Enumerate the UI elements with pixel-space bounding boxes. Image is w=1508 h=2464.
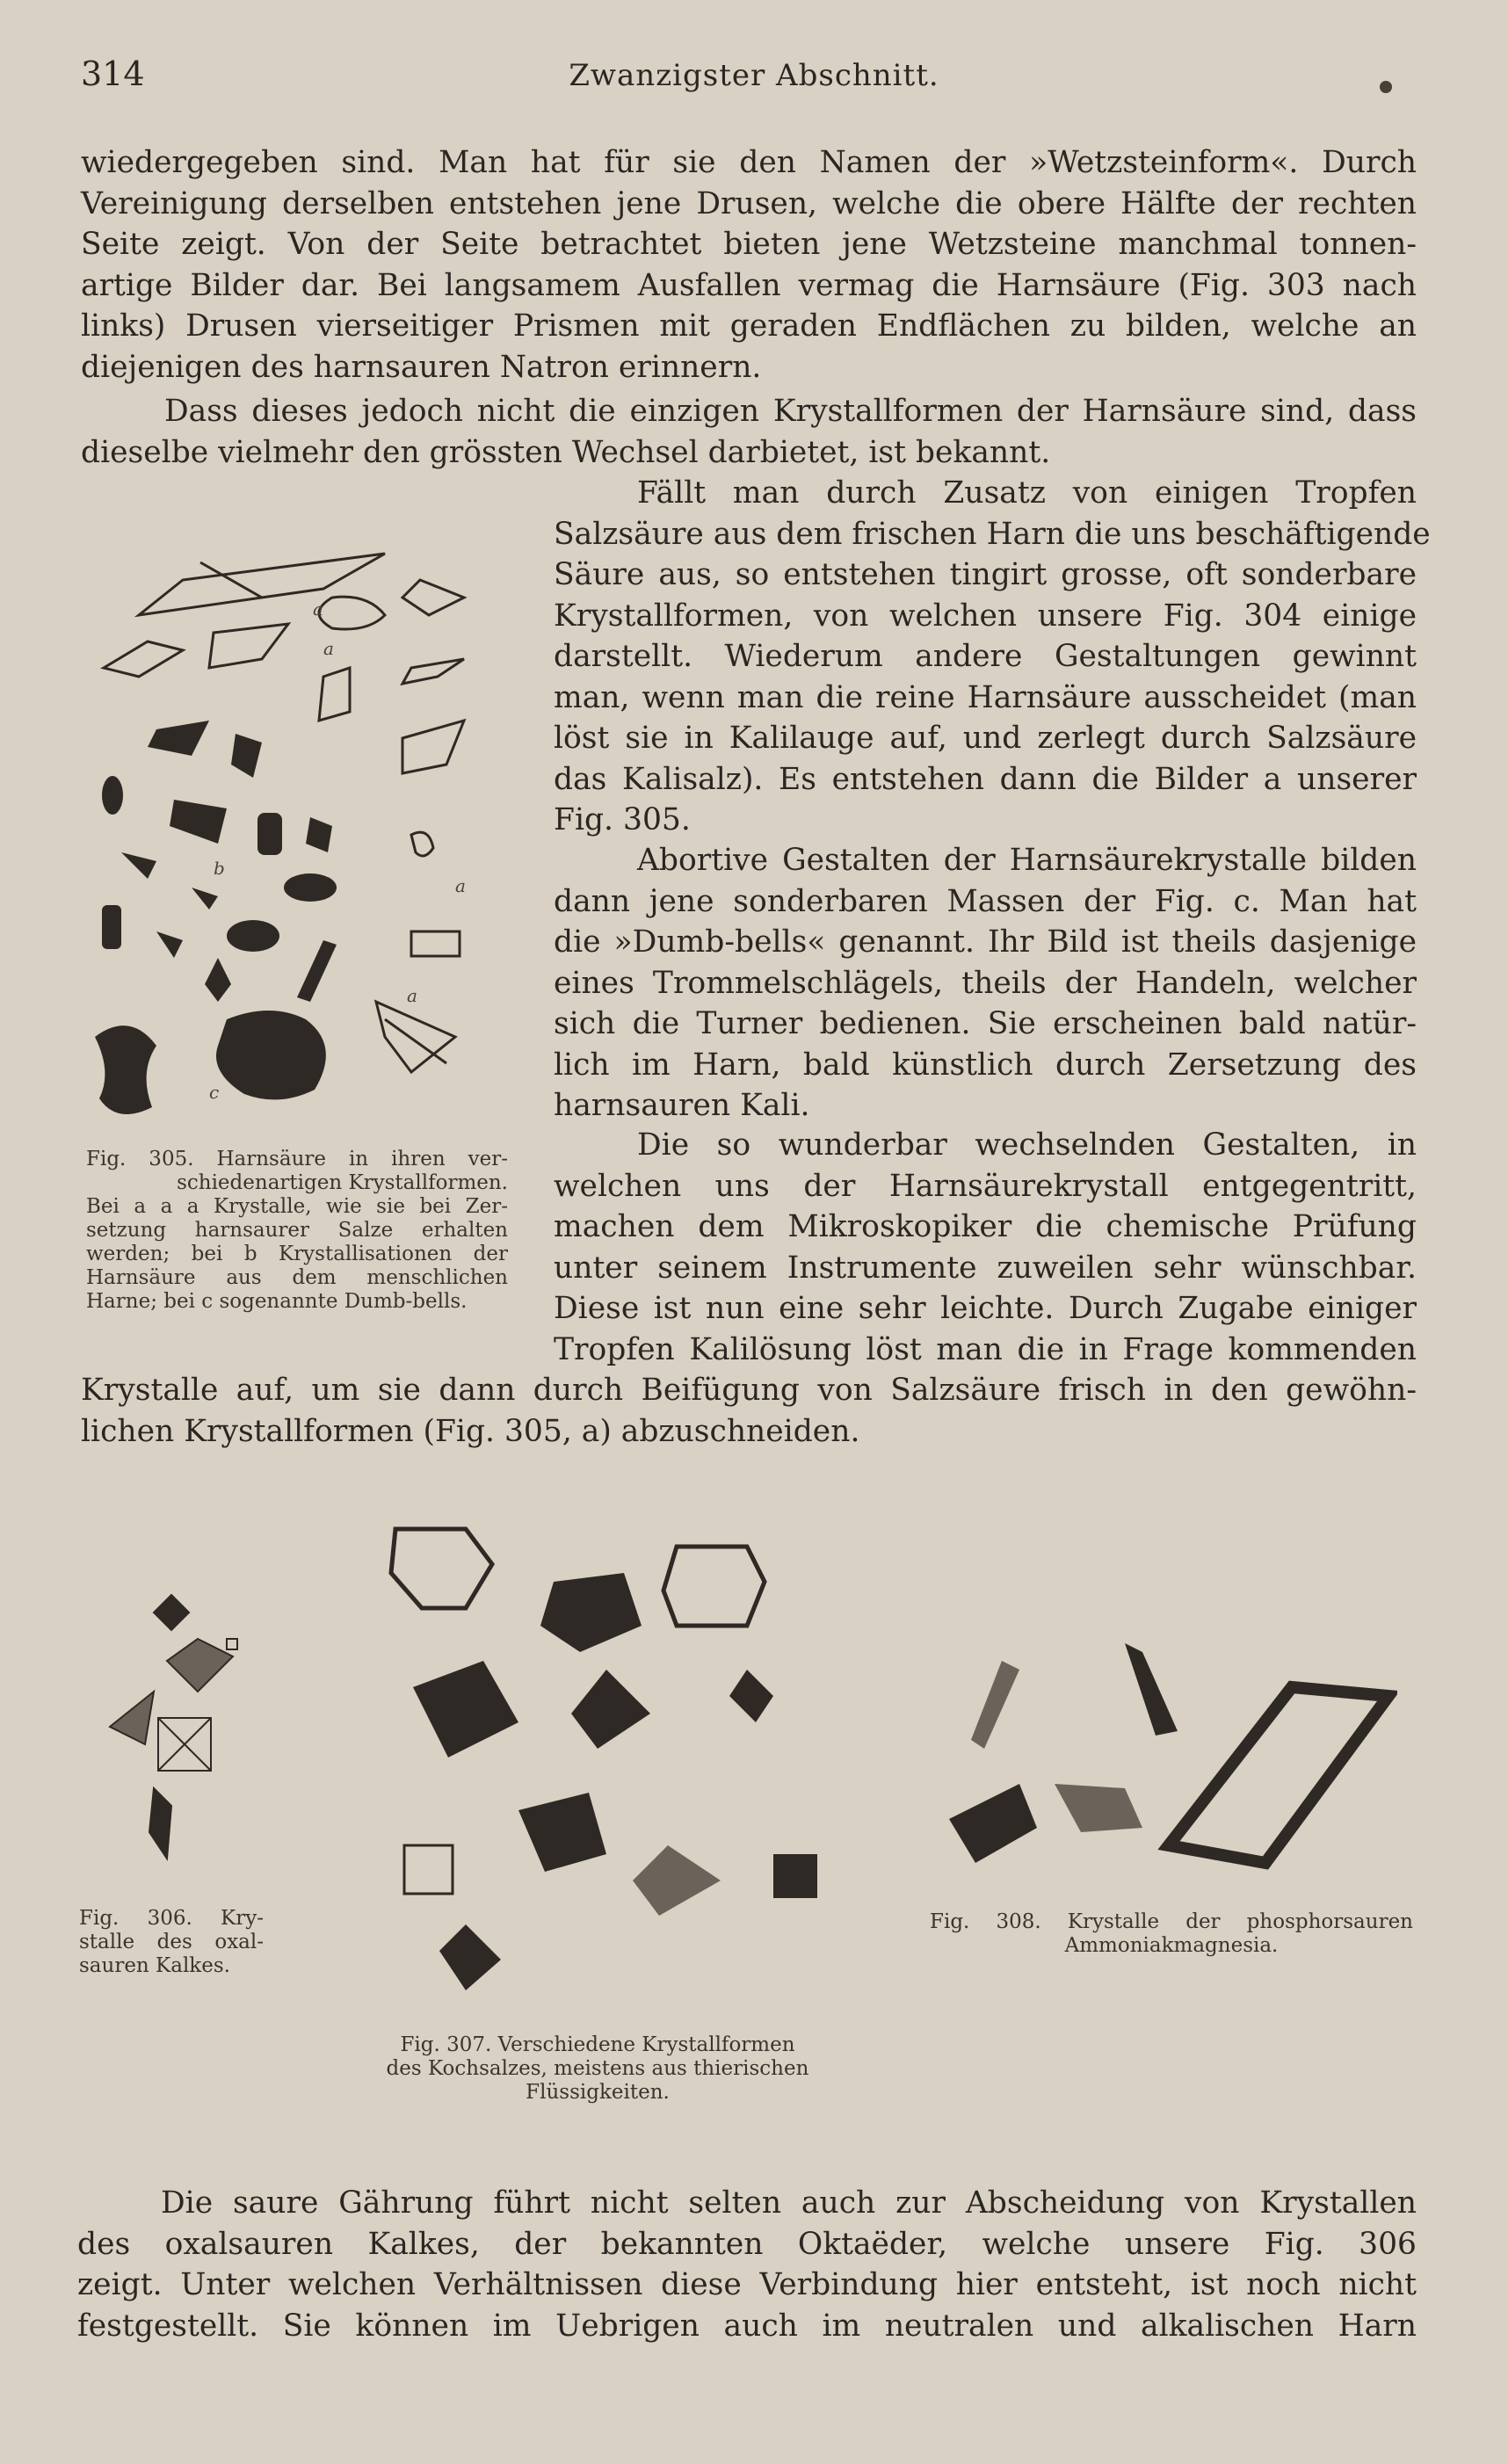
fig305-letter: b [214, 858, 225, 879]
text-line: die »Dumb-bells« genannt. Ihr Bild ist theils dasjenige [554, 924, 1417, 960]
text-line: harnsauren Kali. [554, 1088, 810, 1123]
text-line: Salzsäure aus dem frischen Harn die uns beschäftigende [554, 516, 1431, 552]
text-line: machen dem Mikroskopiker die chemische Prüfung [554, 1209, 1417, 1244]
fig305-letter: a [455, 875, 466, 896]
text-line: sich die Turner bedienen. Sie erscheinen bald natür- [554, 1006, 1417, 1041]
dark-crystal [227, 920, 279, 952]
text-line: eines Trommelschlägels, theils der Handeln, welcher [554, 965, 1417, 1001]
octahedron-crystal [154, 1595, 189, 1630]
hopper-crystal [413, 1661, 518, 1757]
text-line: festgestellt. Sie können im Uebrigen auch im neutralen und alkalischen Harn [77, 2308, 1417, 2344]
fig305-letter: c [209, 1082, 220, 1103]
text-line: artige Bilder dar. Bei langsamem Ausfallen vermag die Harnsäure (Fig. 303 nach [81, 267, 1417, 303]
caption-line: des Kochsalzes, meistens aus thierischen [386, 2057, 809, 2080]
large-coffin-crystal [1169, 1687, 1388, 1863]
text-line: diejenigen des harnsauren Natron erinnern. [81, 349, 762, 385]
caption-line: Fig. 305. Harnsäure in ihren ver- [86, 1148, 508, 1170]
coffin-crystal [1125, 1643, 1178, 1736]
druse-crystal [402, 721, 464, 773]
fig306-illustration [83, 1577, 259, 1946]
fig305-illustration [86, 545, 543, 1178]
caption-line: Harnsäure aus dem menschlichen [86, 1266, 508, 1289]
octagon-crystal [663, 1547, 765, 1626]
text-line: Dass dieses jedoch nicht die einzigen Krystallformen der Harnsäure sind, dass [164, 394, 1417, 429]
hexagon-crystal [319, 597, 385, 629]
dark-crystal [284, 873, 337, 902]
fig305-letter: a [323, 638, 334, 659]
paragraph-4 [554, 840, 1417, 1127]
dark-crystal [257, 813, 282, 855]
running-title: Zwanzigster Abschnitt. [569, 58, 939, 93]
coffin-crystal [971, 1661, 1019, 1749]
paragraph-3 [554, 473, 1431, 841]
star-crystal [729, 1670, 773, 1722]
text-line: das Kalisalz). Es entstehen dann die Bilder a unserer [554, 761, 1417, 797]
crystal-edge [200, 562, 262, 598]
caption-line: Ammoniakmagnesia. [1064, 1934, 1279, 1957]
small-square-crystal [227, 1639, 237, 1649]
text-line: Abortive Gestalten der Harnsäurekrystalle bilden [637, 843, 1417, 878]
prism-crystal [319, 668, 350, 721]
fig306-caption [79, 1907, 264, 1978]
text-line: Krystalle auf, um sie dann durch Beifügung von Salzsäure frisch in den gewöhn- [81, 1373, 1417, 1408]
dumb-bell-crystal [95, 1025, 156, 1114]
text-line: Die saure Gährung führt nicht selten auch zur Abscheidung von Krystallen [161, 2185, 1417, 2221]
page-number: 314 [81, 54, 145, 93]
caption-line: Fig. 306. Kry- [79, 1907, 264, 1930]
fig305-caption [86, 1148, 508, 1314]
paragraph-2 [81, 391, 1417, 473]
dark-crystal [148, 721, 209, 756]
octahedron-crystal [110, 1692, 154, 1744]
dark-crystal [306, 817, 332, 852]
octahedron-crystal [167, 1639, 233, 1692]
caption-line: Bei a a a Krystalle, wie sie bei Zer- [86, 1195, 508, 1218]
text-line: links) Drusen vierseitiger Prismen mit geraden Endflächen zu bilden, welche an [81, 308, 1417, 344]
pyramid-crystal [439, 1924, 501, 1990]
star-crystal [571, 1670, 650, 1749]
caption-line: Harne; bei c sogenannte Dumb-bells. [86, 1290, 468, 1313]
fig307-caption [352, 2033, 844, 2105]
dark-crystal [192, 888, 218, 910]
text-line: Fig. 305. [554, 802, 691, 837]
caption-line: schiedenartigen Krystallformen. [177, 1171, 508, 1194]
text-line: dieselbe vielmehr den grössten Wechsel darbietet, ist bekannt. [81, 434, 1051, 470]
page-header [81, 54, 1427, 107]
paragraph-6 [77, 2183, 1417, 2346]
dark-crystal [156, 931, 183, 958]
rhomb-crystal [402, 659, 464, 684]
square-prism-crystal [411, 931, 460, 956]
caption-line: Fig. 308. Krystalle der phosphorsauren [930, 1910, 1413, 1933]
caption-line: werden; bei b Krystallisationen der [86, 1243, 508, 1265]
fig308-illustration [940, 1634, 1397, 1898]
envelope-crystal-edge [158, 1718, 211, 1771]
hexagon-crystal [391, 1529, 492, 1608]
octahedron-crystal [633, 1845, 721, 1916]
cube-crystal [404, 1845, 453, 1894]
text-line: zeigt. Unter welchen Verhältnissen diese Verbindung hier entsteht, ist noch nicht [77, 2267, 1417, 2302]
paragraph-5-continued [81, 1370, 1417, 1452]
hopper-crystal [540, 1573, 642, 1652]
cube-crystal-dark [518, 1793, 606, 1872]
dark-crystal [297, 940, 337, 1002]
text-line: des oxalsauren Kalkes, der bekannten Oktaëder, welche unsere Fig. 306 [77, 2226, 1417, 2262]
ink-spot [1380, 81, 1392, 93]
text-line: Seite zeigt. Von der Seite betrachtet bieten jene Wetzsteine manchmal tonnen- [81, 227, 1417, 262]
whetstone-crystal [139, 554, 385, 615]
dark-crystal [231, 734, 262, 778]
dark-crystal [170, 800, 227, 844]
text-line: Tropfen Kalilösung löst man die in Frage kommenden [554, 1331, 1417, 1367]
caption-line: Flüssigkeiten. [526, 2081, 670, 2104]
prism-crystal [209, 624, 288, 668]
octahedron-crystal [149, 1788, 171, 1859]
fig305-letter: a [313, 598, 323, 620]
small-crystal [411, 832, 433, 856]
caption-line: setzung harnsaurer Salze erhalten [86, 1219, 508, 1242]
dark-crystal [102, 905, 121, 949]
text-line: darstellt. Wiederum andere Gestaltungen gewinnt [554, 639, 1417, 674]
text-line: dann jene sonderbaren Massen der Fig. c. Man hat [554, 883, 1417, 919]
text-line: lichen Krystallformen (Fig. 305, a) abzuschneiden. [81, 1413, 860, 1449]
coffin-crystal [949, 1784, 1037, 1863]
dark-crystal [102, 776, 123, 815]
text-line: Vereinigung derselben entstehen jene Drusen, welche die obere Hälfte der rechten [81, 185, 1417, 221]
dark-crystal [121, 852, 156, 879]
fig307-illustration [378, 1511, 835, 2004]
cube-crystal-dark [773, 1854, 817, 1898]
text-line: welchen uns der Harnsäurekrystall entgegentritt, [554, 1168, 1417, 1204]
star-crystal [376, 1002, 455, 1072]
caption-line: sauren Kalkes. [79, 1954, 230, 1977]
paragraph-1 [81, 142, 1417, 388]
text-line: Säure aus, so entstehen tingirt grosse, oft sonderbare [554, 557, 1417, 592]
caption-line: Fig. 307. Verschiedene Krystallformen [400, 2033, 795, 2056]
fig308-caption [930, 1910, 1413, 1958]
dumb-bell-crystal [216, 1011, 326, 1099]
rhomb-crystal [402, 580, 464, 615]
text-line: Diese ist nun eine sehr leichte. Durch Zugabe einiger [554, 1291, 1417, 1326]
caption-line: stalle des oxal- [79, 1931, 264, 1953]
prism-crystal [104, 641, 183, 677]
text-line: unter seinem Instrumente zuweilen sehr wünschbar. [554, 1250, 1417, 1286]
text-line: Fällt man durch Zusatz von einigen Tropfen [637, 475, 1417, 511]
coffin-crystal [1055, 1784, 1142, 1832]
paragraph-5 [554, 1125, 1417, 1370]
text-line: man, wenn man die reine Harnsäure ausscheidet (man [554, 679, 1417, 715]
text-line: lich im Harn, bald künstlich durch Zersetzung des [554, 1047, 1417, 1083]
text-line: löst sie in Kalilauge auf, und zerlegt durch Salzsäure [554, 721, 1417, 756]
text-line: wiedergegeben sind. Man hat für sie den Namen der »Wetzsteinform«. Durch [81, 145, 1417, 180]
dark-crystal [205, 958, 231, 1002]
text-line: Krystallformen, von welchen unsere Fig. 304 einige [554, 598, 1417, 634]
fig305-letter: a [407, 985, 417, 1006]
text-line: Die so wunderbar wechselnden Gestalten, in [637, 1127, 1417, 1163]
